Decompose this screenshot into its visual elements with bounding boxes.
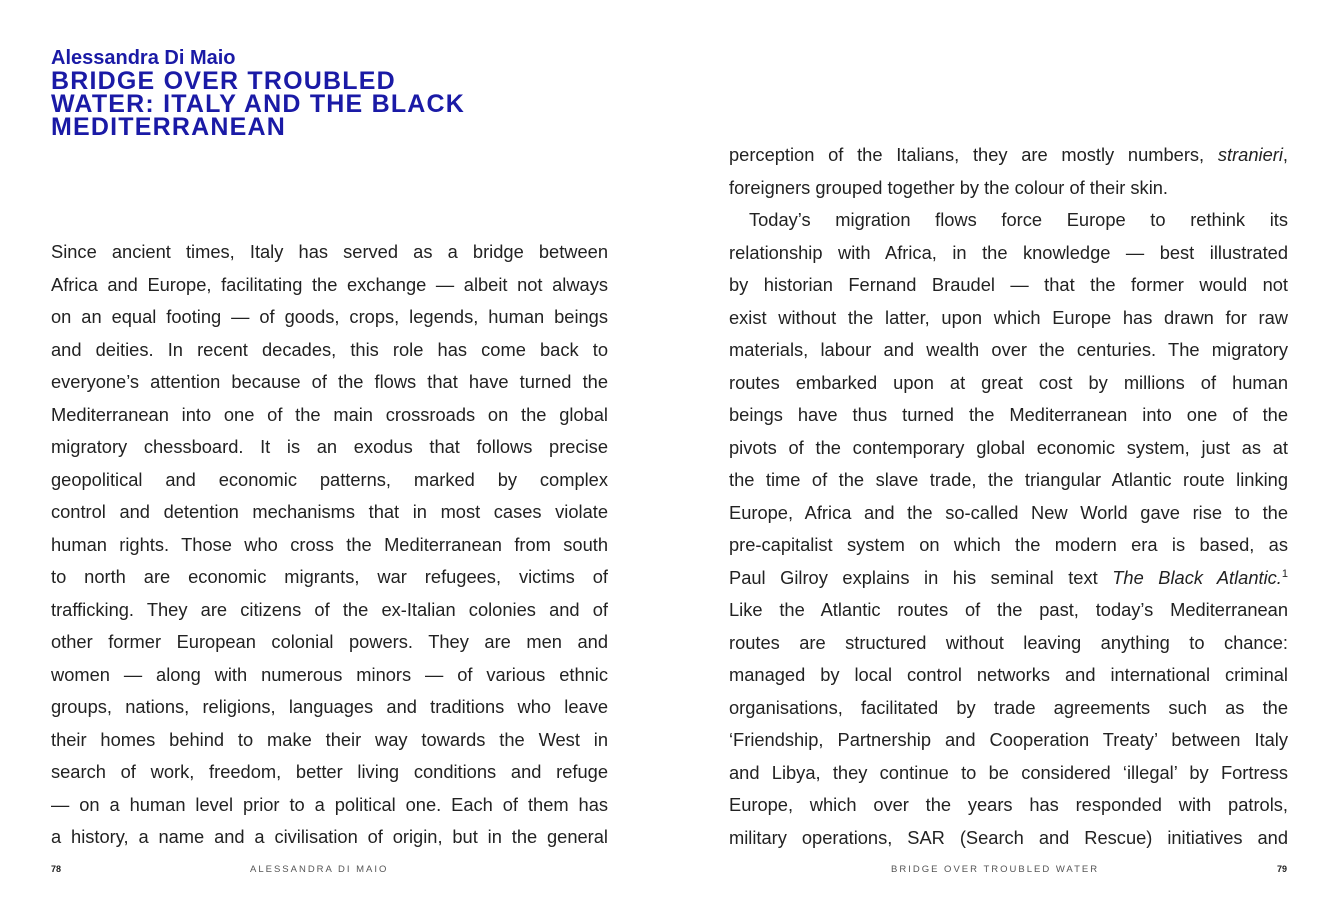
left-body-text [51,236,608,854]
footnote-ref[interactable]: 1 [1281,567,1288,580]
running-head: ALESSANDRA DI MAIO [250,864,389,875]
text-line: Africa and Europe, facilitating the exchange — albeit not always [51,273,608,295]
text-line: their homes behind to make their way towards the West in [51,728,608,750]
text-line: to north are economic migrants, war refugees, victims of [51,566,608,587]
text-line: everyone’s attention because of the flows that have turned the [51,371,608,392]
right-body-text [729,139,1288,854]
text-line: trafficking. They are citizens of the ex-Italian colonies and of [51,598,608,620]
text-line: ‘Friendship, Partnership and Cooperation Treaty’ between Italy [729,729,1288,750]
text-segment: , [1282,144,1288,165]
text-line: routes are structured without leaving anything to chance: [729,631,1288,653]
text-line: Europe, Africa and the so-called New World gave rise to the [729,501,1288,523]
page-number: 79 [1277,864,1288,874]
author-name: Alessandra Di Maio [51,47,236,69]
text-line: a history, a name and a civilisation of origin, but in the general [51,826,608,847]
text-line: military operations, SAR (Search and Rescue) initiatives and [729,826,1288,848]
text-line: search of work, freedom, better living conditions and refuge [51,761,608,782]
chapter-title [51,67,631,141]
text-line: and deities. In recent decades, this role has come back to [51,338,608,360]
text-line: geopolitical and economic patterns, marked by complex [51,468,608,490]
text-line: control and detention mechanisms that in most cases violate [51,501,608,522]
text-line: managed by local control networks and international criminal [729,664,1288,685]
text-segment: perception of the Italians, they are mostly numbers, [729,144,1205,165]
title-line: MEDITERRANEAN [51,113,287,141]
text-line: foreigners grouped together by the colour of their skin. [729,176,1169,198]
text-line [729,139,1288,172]
book-title: The Black Atlantic. [1112,566,1282,588]
text-line: Like the Atlantic routes of the past, today’s Mediterranean [729,599,1288,620]
left-page [0,0,668,904]
text-line: pre-capitalist system on which the modern era is based, as [729,534,1288,555]
text-line: the time of the slave trade, the triangular Atlantic route linking [729,469,1288,490]
page-number: 78 [51,864,62,874]
text-line: Europe, which over the years has responded with patrols, [729,794,1288,815]
title-line: WATER: ITALY AND THE BLACK [51,90,466,118]
text-segment: Paul Gilroy explains in his seminal text [729,566,1098,588]
title-line: BRIDGE OVER TROUBLED [51,67,396,95]
text-line: on an equal footing — of goods, crops, legends, human beings [51,306,608,327]
text-line: Since ancient times, Italy has served as a bridge between [51,241,608,262]
text-line: relationship with Africa, in the knowledge — best illustrated [729,241,1288,263]
text-line: Mediterranean into one of the main crossroads on the global [51,403,608,425]
text-line: pivots of the contemporary global economic system, just as at [729,436,1288,458]
text-line: beings have thus turned the Mediterranean into one of the [729,404,1288,425]
text-line: routes embarked upon at great cost by millions of human [729,371,1288,393]
text-line: by historian Fernand Braudel — that the former would not [729,274,1288,295]
text-line: migratory chessboard. It is an exodus that follows precise [51,436,608,457]
italic-word: stranieri [1217,144,1283,165]
text-line: Today’s migration flows force Europe to rethink its [749,209,1288,230]
text-line: women — along with numerous minors — of various ethnic [51,663,608,685]
text-line: human rights. Those who cross the Mediterranean from south [51,533,608,555]
text-line [729,562,1288,595]
text-line: groups, nations, religions, languages and traditions who leave [51,696,608,717]
text-line: organisations, facilitated by trade agreements such as the [729,696,1288,718]
text-line: and Libya, they continue to be considered ‘illegal’ by Fortress [729,761,1288,783]
text-line: other former European colonial powers. They are men and [51,631,608,652]
running-head: BRIDGE OVER TROUBLED WATER [891,864,1100,875]
text-line: — on a human level prior to a political one. Each of them has [51,793,608,815]
text-line: exist without the latter, upon which Europe has drawn for raw [729,306,1288,328]
right-page [668,0,1337,904]
text-line: materials, labour and wealth over the centuries. The migratory [729,339,1288,360]
